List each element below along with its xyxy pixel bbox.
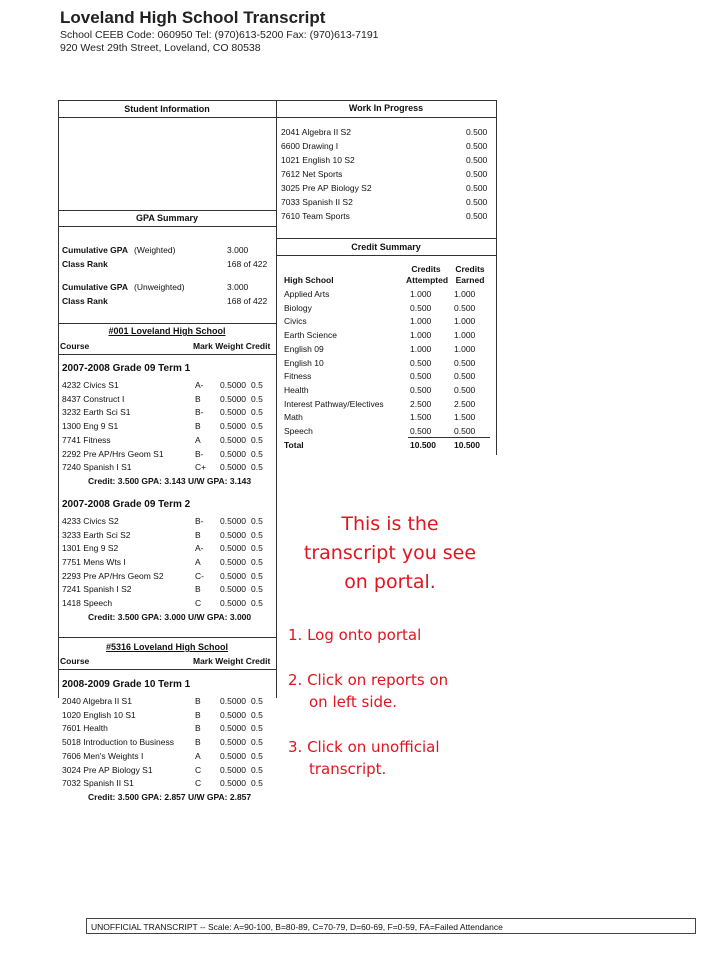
course-credit: 0.5: [251, 598, 263, 609]
credit-row: [284, 411, 494, 424]
course-course: 7741 Fitness: [62, 434, 111, 445]
gpa-top-border: [58, 210, 276, 211]
course-mark: A: [195, 750, 201, 761]
course-course: 2292 Pre AP/Hrs Geom S1: [62, 448, 164, 459]
course-row: [62, 556, 272, 569]
course-row: [62, 583, 272, 596]
course-weight: 0.5000: [220, 380, 246, 390]
course-weight: 0.5000: [220, 543, 246, 554]
course-weight: 0.5000: [220, 696, 246, 706]
course-mark: B: [195, 737, 201, 748]
course-course: 7751 Mens Wts I: [62, 557, 126, 567]
credit-attempted: 1.000: [410, 343, 432, 354]
course-mark: B: [195, 709, 201, 720]
weighted-qualifier: (Weighted): [134, 245, 176, 255]
class-rank-value: 168 of 422: [227, 296, 268, 306]
course-weight: 0.5000: [220, 462, 246, 473]
course-course: 3233 Earth Sci S2: [62, 529, 131, 540]
wip-row: [281, 182, 491, 195]
wip-credits: 0.500: [466, 141, 488, 151]
mark-weight-credit-header: Mark Weight Credit: [193, 656, 271, 666]
credit-summary-top-border: [276, 238, 496, 239]
term-heading: 2008-2009 Grade 10 Term 1: [62, 679, 191, 690]
course-course: 5018 Introduction to Business: [62, 737, 174, 748]
course-course: 3024 Pre AP Biology S1: [62, 764, 153, 775]
course-weight: 0.5000: [220, 737, 246, 748]
weighted-gpa-value: 3.000: [227, 245, 249, 255]
course-weight: 0.5000: [220, 598, 246, 609]
course-credit: 0.5: [251, 696, 263, 706]
course-credit: 0.5: [251, 584, 263, 595]
course-mark: B: [195, 421, 201, 432]
credit-row: [284, 302, 494, 315]
credit-earned: 1.500: [454, 412, 476, 423]
wip-row: [281, 140, 491, 153]
weighted-gpa-row: [62, 244, 272, 257]
credit-attempted: 1.000: [410, 289, 432, 299]
course-course: 7240 Spanish I S1: [62, 462, 132, 473]
course-row: [62, 420, 272, 433]
course-row: [62, 722, 272, 735]
wip-credits: 0.500: [466, 169, 488, 179]
instruction-step-2: 2. Click on reports on: [288, 671, 449, 689]
course-credit: 0.5: [251, 515, 263, 526]
course-credit: 0.5: [251, 393, 263, 404]
course-row: [62, 542, 272, 555]
course-mark: B: [195, 393, 201, 404]
course-mark: C: [195, 764, 202, 775]
course-course: 8437 Construct I: [62, 393, 125, 404]
course-weight: 0.5000: [220, 515, 246, 526]
course-column-header: Course: [60, 341, 90, 351]
term-credit-summary: Credit: 3.500 GPA: 2.857 U/W GPA: 2.857: [88, 791, 252, 802]
credit-row: [284, 288, 494, 301]
class-rank-label: Class Rank: [62, 259, 108, 269]
term-heading: 2007-2008 Grade 09 Term 1: [62, 363, 191, 374]
course-course: 7241 Spanish I S2: [62, 584, 132, 595]
course-mark: B-: [195, 448, 204, 459]
credits-earned-header-1: Credits: [455, 264, 485, 274]
course-course: 1020 English 10 S1: [62, 709, 136, 720]
course-row: [62, 379, 272, 392]
term-credit-summary: Credit: 3.500 GPA: 3.143 U/W GPA: 3.143: [88, 475, 252, 486]
credit-row: [284, 315, 494, 328]
right-column-border: [496, 100, 497, 455]
wip-row: [281, 154, 491, 167]
credit-row: [284, 357, 494, 370]
course-row: [62, 695, 272, 708]
course-credit: 0.5: [251, 529, 263, 540]
document-title: Loveland High School Transcript: [60, 8, 326, 27]
course-mark: B: [195, 529, 201, 540]
course-weight: 0.5000: [220, 750, 246, 761]
school1-top-border: [58, 323, 276, 324]
school2-heading: #5316 Loveland High School: [105, 642, 229, 652]
unweighted-qualifier: (Unweighted): [134, 282, 185, 292]
header-row-border: [58, 117, 496, 118]
course-weight: 0.5000: [220, 529, 246, 540]
wip-course: 7033 Spanish II S2: [281, 197, 353, 207]
instruction-step-1: 1. Log onto portal: [288, 626, 422, 644]
course-row: [62, 448, 272, 461]
credit-earned: 1.000: [454, 343, 476, 354]
wip-credits: 0.500: [466, 211, 488, 221]
course-row: [62, 709, 272, 722]
credit-area: Math: [284, 412, 303, 423]
credit-area: English 10: [284, 357, 324, 368]
course-credit: 0.5: [251, 750, 263, 761]
course-row: [62, 515, 272, 528]
term-credit-summary: Credit: 3.500 GPA: 3.000 U/W GPA: 3.000: [88, 611, 252, 622]
credit-earned: 0.500: [454, 302, 476, 313]
annotation-line-1: This is the: [341, 513, 439, 535]
unweighted-gpa-label: Cumulative GPA: [62, 282, 128, 292]
course-course: 1300 Eng 9 S1: [62, 421, 119, 432]
course-course: 4232 Civics S1: [62, 380, 119, 390]
course-course: 4233 Civics S2: [62, 515, 119, 526]
left-column-border: [58, 100, 59, 698]
credit-earned: 1.000: [454, 316, 476, 327]
instruction-step-2-cont: on left side.: [309, 693, 398, 711]
course-mark: A-: [195, 380, 204, 390]
credit-area: Health: [284, 384, 309, 395]
course-weight: 0.5000: [220, 557, 246, 567]
column-divider: [276, 100, 277, 698]
course-mark: C+: [195, 462, 207, 473]
credit-attempted: 1.500: [410, 412, 432, 423]
course-row: [62, 461, 272, 474]
credit-area: Interest Pathway/Electives: [284, 398, 384, 409]
student-information-heading: Student Information: [124, 104, 210, 114]
course-row: [62, 777, 272, 790]
total-label: Total: [284, 440, 304, 450]
course-mark: A: [195, 557, 201, 567]
wip-credits: 0.500: [466, 183, 488, 193]
credit-attempted: 0.500: [410, 371, 432, 382]
class-rank-label: Class Rank: [62, 296, 108, 306]
credit-total-row: [284, 439, 494, 452]
course-course: 2293 Pre AP/Hrs Geom S2: [62, 570, 164, 581]
course-course: 1418 Speech: [62, 598, 113, 609]
wip-course: 6600 Drawing I: [281, 141, 339, 151]
course-weight: 0.5000: [220, 448, 246, 459]
school-address-line: 920 West 29th Street, Loveland, CO 80538: [60, 42, 261, 54]
weighted-gpa-label: Cumulative GPA: [62, 245, 128, 255]
credit-attempted: 0.500: [410, 426, 432, 436]
wip-course: 1021 English 10 S2: [281, 155, 355, 165]
course-credit: 0.5: [251, 557, 263, 567]
wip-course: 7610 Team Sports: [281, 211, 350, 221]
course-mark: A: [195, 434, 201, 445]
wip-credits: 0.500: [466, 127, 488, 137]
course-mark: B-: [195, 515, 204, 526]
course-row: [62, 406, 272, 419]
credit-row: [284, 329, 494, 342]
course-credit: 0.5: [251, 462, 263, 473]
course-weight: 0.5000: [220, 570, 246, 581]
course-row: [62, 393, 272, 406]
credit-attempted: 1.000: [410, 316, 432, 327]
credit-earned: 1.000: [454, 289, 476, 299]
class-rank-weighted-row: [62, 258, 272, 271]
credit-area: Earth Science: [284, 330, 337, 341]
course-weight: 0.5000: [220, 723, 246, 734]
course-mark: C: [195, 598, 202, 609]
credit-area: Biology: [284, 302, 312, 313]
top-border: [58, 100, 496, 101]
credit-row: [284, 384, 494, 397]
wip-row: [281, 168, 491, 181]
course-credit: 0.5: [251, 421, 263, 432]
credit-attempted: 0.500: [410, 384, 432, 395]
credit-attempted: 0.500: [410, 357, 432, 368]
high-school-header: High School: [284, 275, 334, 285]
course-course: 1301 Eng 9 S2: [62, 543, 119, 554]
annotation-line-3: on portal.: [344, 571, 436, 593]
credit-earned: 2.500: [454, 398, 476, 409]
instruction-step-3-cont: transcript.: [309, 760, 387, 778]
course-column-header: Course: [60, 656, 90, 666]
wip-row: [281, 196, 491, 209]
grading-scale-footer: UNOFFICIAL TRANSCRIPT -- Scale: A=90-100, B=80-89, C=70-79, D=60-69, F=0-59, FA=Failed Attendance: [86, 918, 696, 934]
course-credit: 0.5: [251, 407, 263, 418]
unweighted-gpa-value: 3.000: [227, 282, 249, 292]
course-row: [62, 434, 272, 447]
wip-row: [281, 126, 491, 139]
credit-earned: 0.500: [454, 384, 476, 395]
school2-top-border: [58, 637, 276, 638]
course-mark: A-: [195, 543, 204, 554]
course-row: [62, 750, 272, 763]
course-row: [62, 529, 272, 542]
course-row: [62, 736, 272, 749]
course-mark: B: [195, 696, 201, 706]
course-weight: 0.5000: [220, 778, 246, 789]
course-weight: 0.5000: [220, 434, 246, 445]
course-credit: 0.5: [251, 723, 263, 734]
credits-attempted-header-2: Attempted: [406, 275, 449, 285]
credits-earned-header-2: Earned: [455, 275, 485, 285]
credit-earned: 0.500: [454, 357, 476, 368]
course-course: 3232 Earth Sci S1: [62, 407, 131, 418]
course-weight: 0.5000: [220, 421, 246, 432]
course-credit: 0.5: [251, 380, 263, 390]
course-row: [62, 764, 272, 777]
course-course: 7606 Men's Weights I: [62, 750, 144, 761]
credit-attempted: 0.500: [410, 302, 432, 313]
course-credit: 0.5: [251, 764, 263, 775]
course-mark: B-: [195, 407, 204, 418]
wip-course: 7612 Net Sports: [281, 169, 343, 179]
credit-summary-title-border: [276, 255, 496, 256]
gpa-title-border: [58, 226, 276, 227]
course-course: 2040 Algebra II S1: [62, 696, 132, 706]
course-course: 7032 Spanish II S1: [62, 778, 134, 789]
course-credit: 0.5: [251, 448, 263, 459]
course-weight: 0.5000: [220, 407, 246, 418]
credit-row: [284, 370, 494, 383]
credit-area: Civics: [284, 316, 307, 327]
class-rank-value: 168 of 422: [227, 259, 268, 269]
class-rank-unweighted-row: [62, 295, 272, 308]
credit-area: English 09: [284, 343, 324, 354]
course-weight: 0.5000: [220, 393, 246, 404]
school-contact-line: School CEEB Code: 060950 Tel: (970)613-5200 Fax: (970)613-7191: [60, 29, 379, 41]
gpa-summary-heading: GPA Summary: [135, 213, 199, 223]
credit-area: Fitness: [284, 371, 312, 382]
unweighted-gpa-row: [62, 281, 272, 294]
course-weight: 0.5000: [220, 764, 246, 775]
course-course: 7601 Health: [62, 723, 108, 734]
credit-area: Applied Arts: [284, 289, 330, 299]
credits-attempted-header-1: Credits: [411, 264, 441, 274]
course-mark: B: [195, 584, 201, 595]
credit-earned: 0.500: [454, 371, 476, 382]
school2-column-headers: [60, 655, 274, 668]
instruction-step-3: 3. Click on unofficial: [288, 738, 440, 756]
credit-attempted: 2.500: [410, 398, 432, 409]
total-earned: 10.500: [454, 440, 480, 450]
course-credit: 0.5: [251, 778, 263, 789]
course-credit: 0.5: [251, 543, 263, 554]
mark-weight-credit-header: Mark Weight Credit: [193, 341, 271, 351]
credit-row: [284, 343, 494, 356]
course-mark: C: [195, 778, 202, 789]
course-credit: 0.5: [251, 570, 263, 581]
annotation-line-2: transcript you see: [303, 542, 477, 564]
course-credit: 0.5: [251, 434, 263, 445]
credit-summary-heading: Credit Summary: [351, 242, 421, 252]
total-underline: [408, 437, 490, 438]
wip-course: 2041 Algebra II S2: [281, 127, 351, 137]
course-weight: 0.5000: [220, 584, 246, 595]
term-heading: 2007-2008 Grade 09 Term 2: [62, 498, 191, 510]
course-credit: 0.5: [251, 709, 263, 720]
course-row: [62, 597, 272, 610]
wip-credits: 0.500: [466, 155, 488, 165]
course-mark: C-: [195, 570, 204, 581]
course-row: [62, 570, 272, 583]
credit-area: Speech: [284, 426, 313, 436]
school1-column-headers: [60, 340, 274, 353]
wip-course: 3025 Pre AP Biology S2: [281, 183, 372, 193]
school2-header-border: [58, 669, 276, 670]
school1-header-border: [58, 354, 276, 355]
wip-row: [281, 210, 491, 223]
wip-credits: 0.500: [466, 197, 488, 207]
course-weight: 0.5000: [220, 709, 246, 720]
total-attempted: 10.500: [410, 440, 436, 450]
course-mark: B: [195, 723, 201, 734]
credit-earned: 1.000: [454, 330, 476, 341]
credit-row: [284, 398, 494, 411]
course-credit: 0.5: [251, 737, 263, 748]
credit-attempted: 1.000: [410, 330, 432, 341]
work-in-progress-heading: Work In Progress: [348, 103, 424, 113]
credit-earned: 0.500: [454, 426, 476, 436]
school1-heading: #001 Loveland High School: [108, 326, 226, 336]
